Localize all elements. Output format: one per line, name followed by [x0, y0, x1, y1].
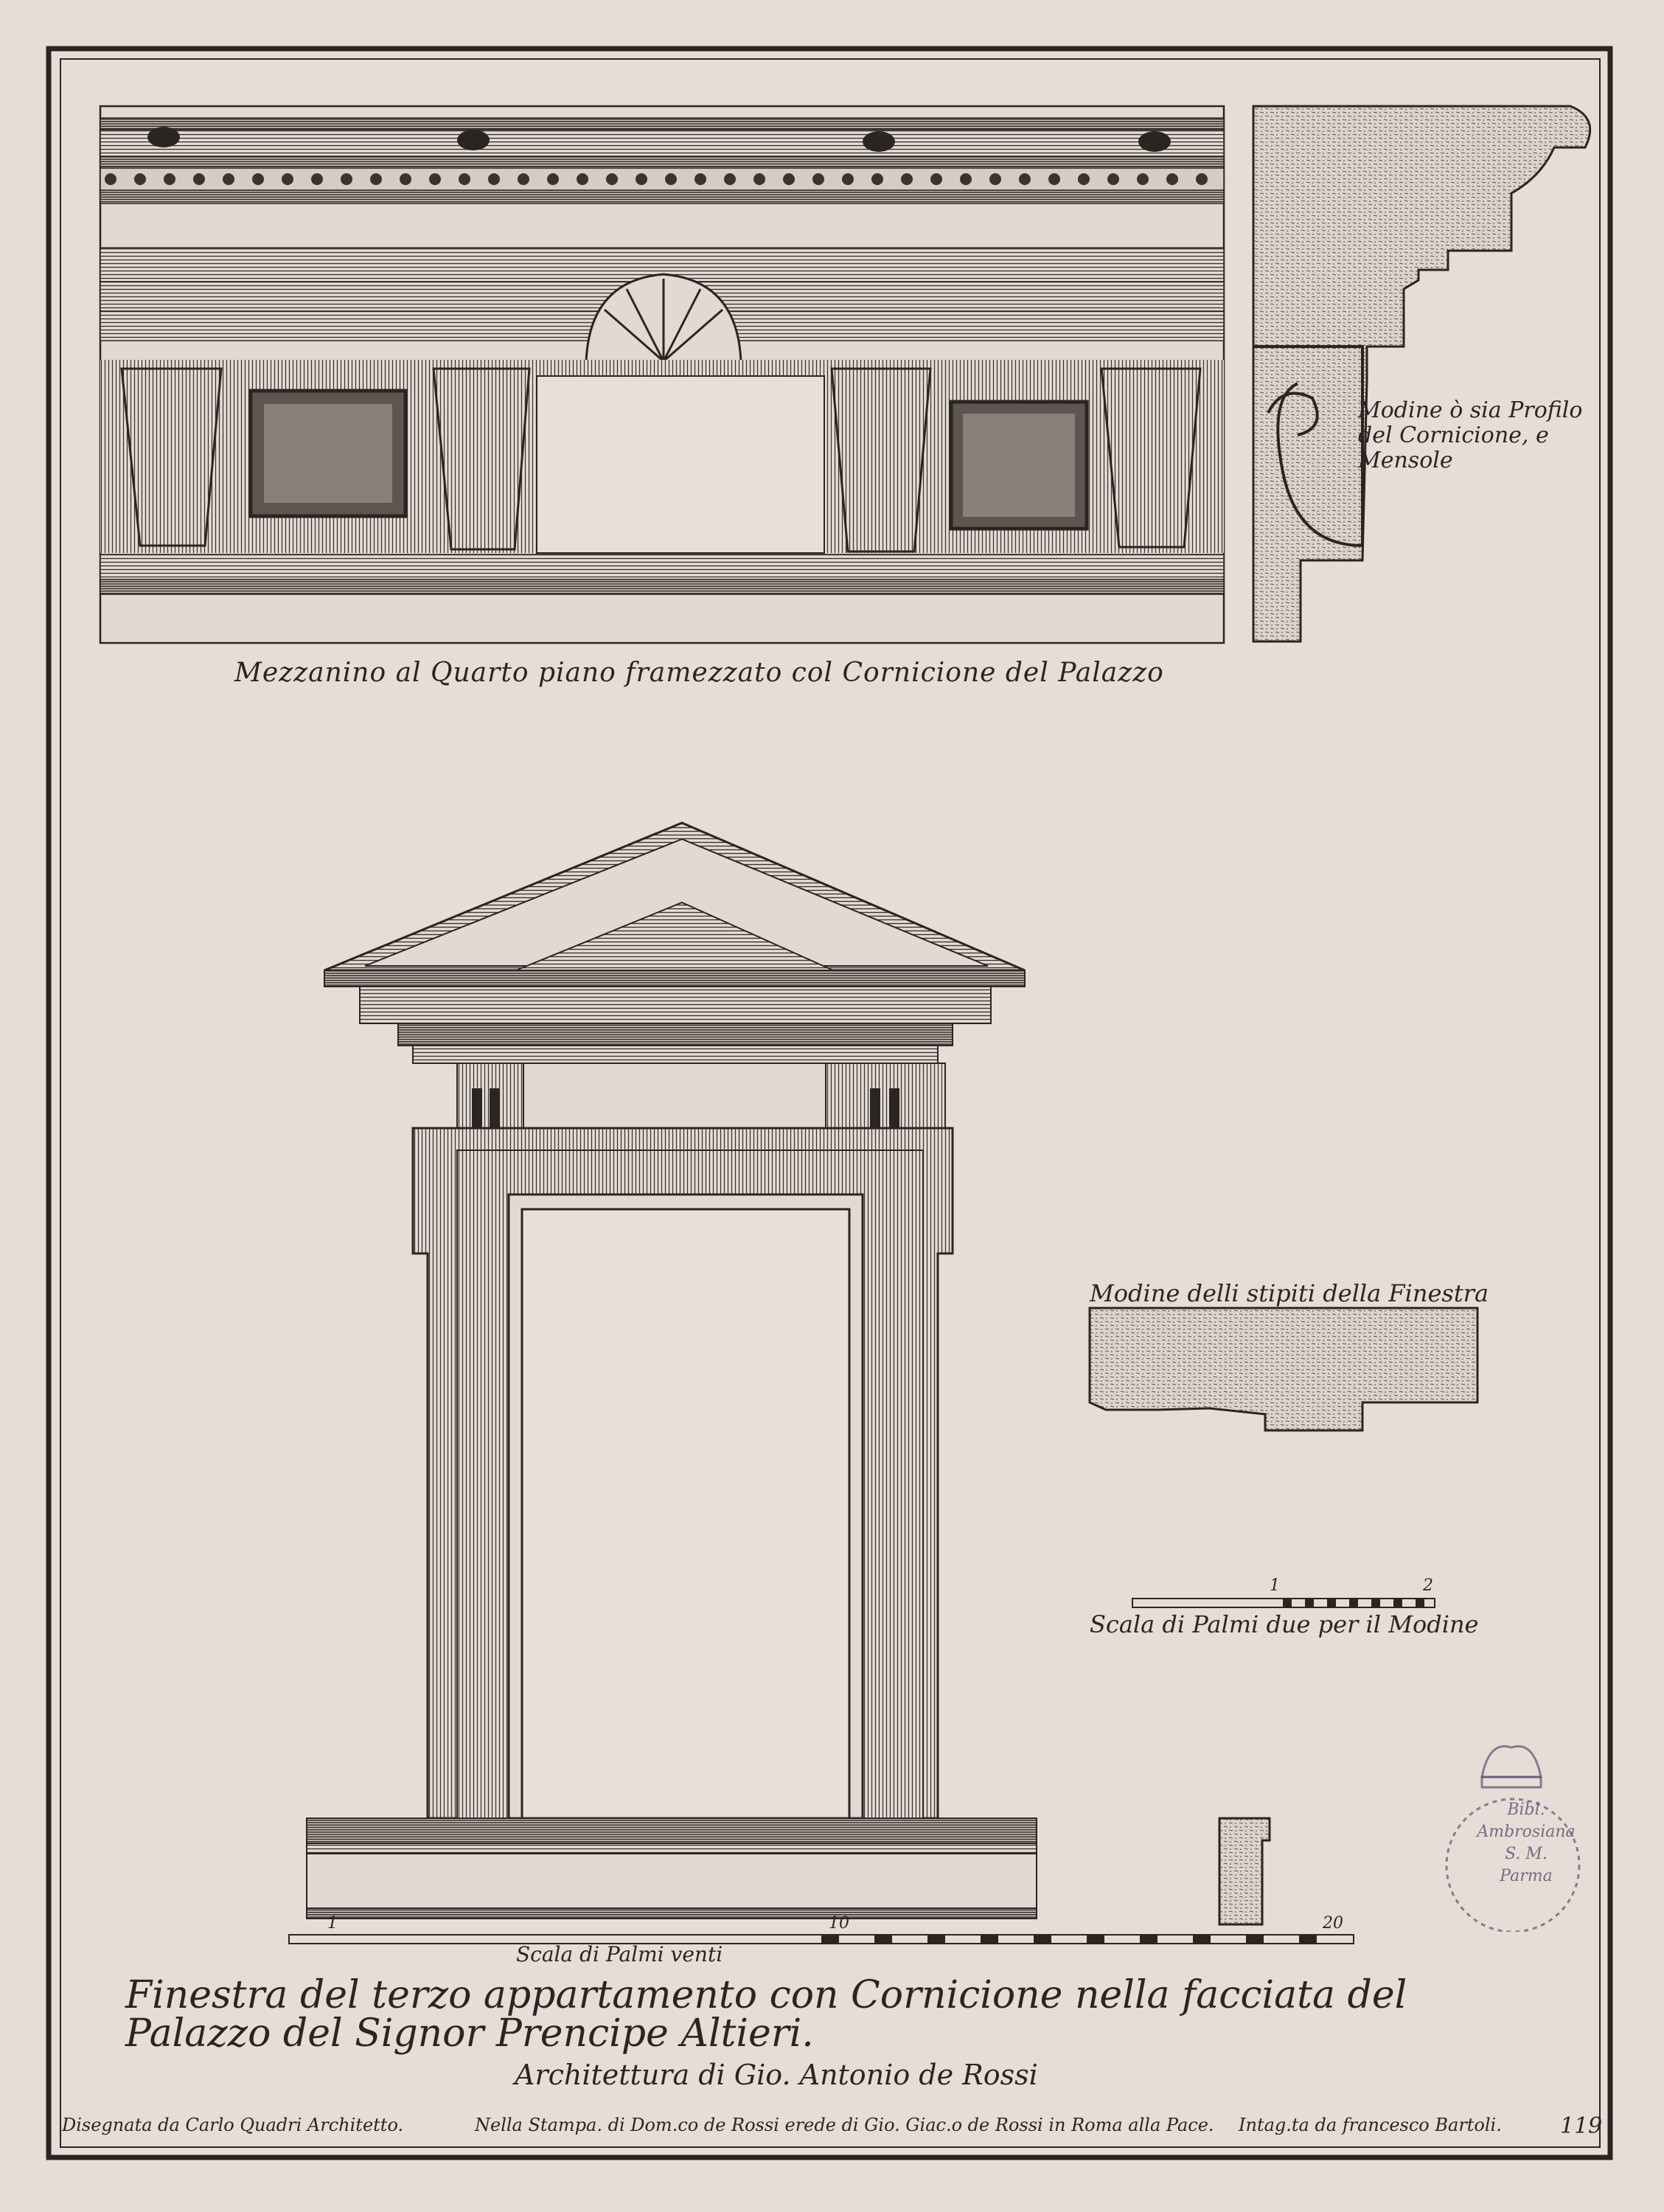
cornice-profile: [1253, 106, 1590, 641]
page-number: 119: [1560, 2113, 1603, 2139]
stamp-line: Bibl.: [1507, 1801, 1545, 1819]
profile-caption: Modine ò sia Profilo del Cornicione, e Mensole: [1358, 397, 1583, 473]
mezzanine-elevation: [100, 106, 1224, 643]
stamp-line: Ambrosiana: [1477, 1823, 1576, 1841]
small-scale-mark-1: 1: [1270, 1576, 1280, 1595]
engraver-credit: Intag.ta da francesco Bartoli.: [1239, 2115, 1502, 2135]
stamp-line: Parma: [1500, 1867, 1553, 1885]
publisher-credit: Nella Stampa. di Dom.co de Rossi erede di Gio. Giac.o de Rossi in Roma alla Pace.: [475, 2115, 1214, 2135]
small-scale-mark-2: 2: [1423, 1576, 1433, 1595]
window-elevation: [307, 823, 1037, 1919]
large-scale-mark-1: 1: [327, 1914, 338, 1933]
jamb-profile-caption: Modine delli stipiti della Finestra: [1090, 1279, 1489, 1307]
jamb-profile: [1090, 1308, 1477, 1430]
large-scale-mark-20: 20: [1323, 1914, 1343, 1933]
large-scale-mark-10: 10: [829, 1914, 849, 1933]
large-scale-caption: Scala di Palmi venti: [516, 1942, 723, 1966]
small-scale-caption: Scala di Palmi due per il Modine: [1090, 1610, 1479, 1638]
stamp-line: S. M.: [1505, 1845, 1548, 1863]
window-opening: [522, 1209, 849, 1818]
draftsman-credit: Disegnata da Carlo Quadri Architetto.: [62, 2115, 404, 2135]
mezzanine-window-opening: [537, 376, 824, 553]
small-scale-bar: [1132, 1599, 1435, 1607]
mezzanine-caption: Mezzanino al Quarto piano framezzato col Cornicione del Palazzo: [234, 658, 1164, 688]
sill-profile: [1219, 1818, 1270, 1924]
stamp-text: [1475, 1799, 1578, 1888]
plate-title: Finestra del terzo appartamento con Cornicione nella facciata del Palazzo del Signor Prencipe Altieri.: [125, 1973, 1407, 2056]
architect-credit: Architettura di Gio. Antonio de Rossi: [515, 2059, 1038, 2091]
large-scale-bar: [289, 1935, 1354, 1944]
